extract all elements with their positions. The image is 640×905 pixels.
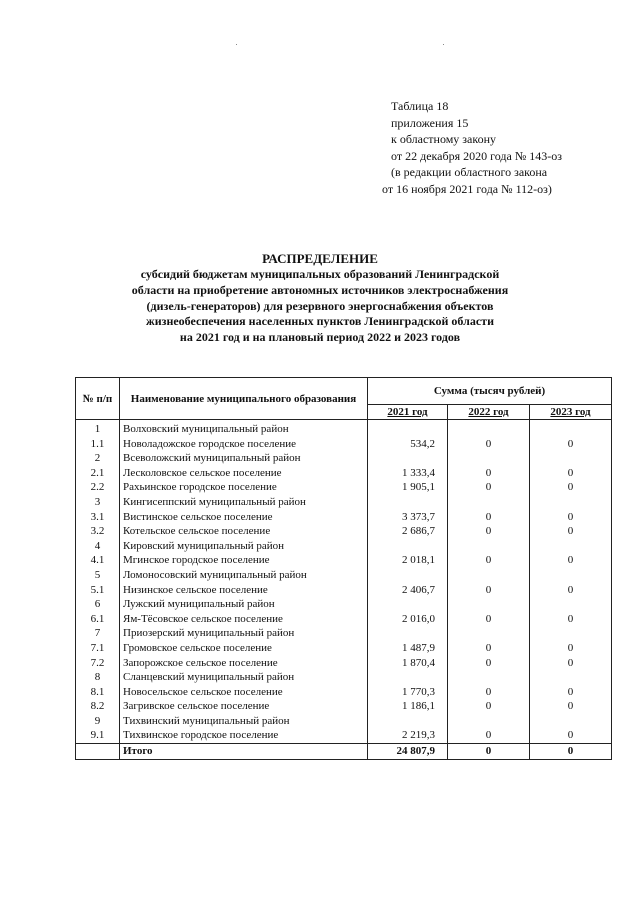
table-row bbox=[76, 626, 612, 641]
value-2023: 0 bbox=[530, 466, 612, 481]
value-2021 bbox=[368, 495, 448, 510]
row-number: 2.2 bbox=[76, 480, 120, 495]
value-2021 bbox=[368, 539, 448, 554]
value-2023 bbox=[530, 539, 612, 554]
table-row bbox=[76, 524, 612, 539]
row-number: 3 bbox=[76, 495, 120, 510]
table-row bbox=[76, 510, 612, 525]
municipality-name: Кировский муниципальный район bbox=[120, 539, 368, 554]
document-title: РАСПРЕДЕЛЕНИЕ bbox=[262, 251, 378, 266]
municipality-name: Лужский муниципальный район bbox=[120, 597, 368, 612]
value-2021: 2 406,7 bbox=[368, 583, 448, 598]
table-row bbox=[76, 597, 612, 612]
value-2021: 1 333,4 bbox=[368, 466, 448, 481]
value-2021 bbox=[368, 597, 448, 612]
value-2022 bbox=[448, 420, 530, 437]
header-number: № п/п bbox=[76, 378, 120, 420]
municipality-name: Кингисеппский муниципальный район bbox=[120, 495, 368, 510]
value-2021 bbox=[368, 670, 448, 685]
row-number: 1 bbox=[76, 420, 120, 437]
row-number: 5.1 bbox=[76, 583, 120, 598]
value-2023: 0 bbox=[530, 583, 612, 598]
appendix-line: к областному закону bbox=[391, 132, 497, 147]
municipality-name: Мгинское городское поселение bbox=[120, 553, 368, 568]
total-row bbox=[76, 744, 612, 760]
municipality-name: Всеволожский муниципальный район bbox=[120, 451, 368, 466]
value-2021: 1 905,1 bbox=[368, 480, 448, 495]
municipality-name: Новосельское сельское поселение bbox=[120, 685, 368, 700]
municipality-name: Вистинское сельское поселение bbox=[120, 510, 368, 525]
value-2023 bbox=[530, 420, 612, 437]
document-subtitle-line: на 2021 год и на плановый период 2022 и 2023 годов bbox=[179, 330, 461, 345]
appendix-line: приложения 15 bbox=[391, 115, 469, 130]
value-2021: 3 373,7 bbox=[368, 510, 448, 525]
value-2023 bbox=[530, 714, 612, 729]
row-number: 2 bbox=[76, 451, 120, 466]
scan-speck bbox=[236, 44, 237, 45]
total-number-cell bbox=[76, 744, 120, 760]
total-2023: 0 bbox=[530, 744, 612, 760]
value-2023: 0 bbox=[530, 699, 612, 714]
header-sum: Сумма (тысяч рублей) bbox=[368, 378, 612, 405]
table-row bbox=[76, 420, 612, 437]
municipality-name: Ломоносовский муниципальный район bbox=[120, 568, 368, 583]
value-2023: 0 bbox=[530, 656, 612, 671]
table-row bbox=[76, 670, 612, 685]
table-row bbox=[76, 656, 612, 671]
value-2023 bbox=[530, 670, 612, 685]
row-number: 7.1 bbox=[76, 641, 120, 656]
row-number: 2.1 bbox=[76, 466, 120, 481]
value-2023: 0 bbox=[530, 510, 612, 525]
table-row bbox=[76, 437, 612, 452]
row-number: 1.1 bbox=[76, 437, 120, 452]
municipality-name: Низинское сельское поселение bbox=[120, 583, 368, 598]
header-municipality: Наименование муниципального образования bbox=[120, 378, 368, 420]
appendix-line: (в редакции областного закона bbox=[391, 165, 548, 180]
row-number: 8.2 bbox=[76, 699, 120, 714]
municipality-name: Приозерский муниципальный район bbox=[120, 626, 368, 641]
municipality-name: Тихвинское городское поселение bbox=[120, 728, 368, 743]
value-2023 bbox=[530, 568, 612, 583]
municipality-name: Лесколовское сельское поселение bbox=[120, 466, 368, 481]
value-2023 bbox=[530, 451, 612, 466]
row-number: 3.1 bbox=[76, 510, 120, 525]
value-2023 bbox=[530, 495, 612, 510]
value-2022 bbox=[448, 495, 530, 510]
municipality-name: Тихвинский муниципальный район bbox=[120, 714, 368, 729]
value-2023: 0 bbox=[530, 641, 612, 656]
value-2022 bbox=[448, 597, 530, 612]
table-row bbox=[76, 466, 612, 481]
total-label: Итого bbox=[120, 744, 368, 760]
document-heading bbox=[0, 251, 640, 346]
value-2023: 0 bbox=[530, 480, 612, 495]
value-2022: 0 bbox=[448, 466, 530, 481]
value-2023: 0 bbox=[530, 685, 612, 700]
municipality-name: Громовское сельское поселение bbox=[120, 641, 368, 656]
value-2022: 0 bbox=[448, 480, 530, 495]
table-row bbox=[76, 612, 612, 627]
value-2022 bbox=[448, 451, 530, 466]
municipality-name: Котельское сельское поселение bbox=[120, 524, 368, 539]
value-2021 bbox=[368, 420, 448, 437]
row-number: 9 bbox=[76, 714, 120, 729]
value-2021: 2 686,7 bbox=[368, 524, 448, 539]
value-2022 bbox=[448, 714, 530, 729]
table-row bbox=[76, 714, 612, 729]
document-subtitle-line: области на приобретение автономных источников электроснабжения bbox=[131, 282, 509, 297]
table-row bbox=[76, 495, 612, 510]
value-2021 bbox=[368, 451, 448, 466]
table-row bbox=[76, 539, 612, 554]
value-2022: 0 bbox=[448, 641, 530, 656]
row-number: 5 bbox=[76, 568, 120, 583]
table-row bbox=[76, 641, 612, 656]
row-number: 8.1 bbox=[76, 685, 120, 700]
header-year-2021: 2021 год bbox=[368, 405, 448, 420]
header-year-2022: 2022 год bbox=[448, 405, 530, 420]
row-number: 8 bbox=[76, 670, 120, 685]
value-2022: 0 bbox=[448, 553, 530, 568]
value-2021: 2 018,1 bbox=[368, 553, 448, 568]
header-year-2023: 2023 год bbox=[530, 405, 612, 420]
value-2022: 0 bbox=[448, 685, 530, 700]
document-subtitle-line: (дизель-генераторов) для резервного энергоснабжения объектов bbox=[146, 298, 494, 313]
municipality-name: Сланцевский муниципальный район bbox=[120, 670, 368, 685]
value-2022: 0 bbox=[448, 656, 530, 671]
value-2021 bbox=[368, 626, 448, 641]
document-subtitle-line: субсидий бюджетам муниципальных образований Ленинградской bbox=[140, 267, 500, 281]
total-2021: 24 807,9 bbox=[368, 744, 448, 760]
appendix-line: от 16 ноября 2021 года № 112-оз) bbox=[382, 181, 552, 196]
total-2022: 0 bbox=[448, 744, 530, 760]
document-subtitle-line: жизнеобеспечения населенных пунктов Ленинградской области bbox=[146, 314, 494, 329]
municipality-name: Новоладожское городское поселение bbox=[120, 437, 368, 452]
value-2021: 534,2 bbox=[368, 437, 448, 452]
value-2023: 0 bbox=[530, 612, 612, 627]
table-row bbox=[76, 480, 612, 495]
value-2022: 0 bbox=[448, 583, 530, 598]
value-2021: 1 770,3 bbox=[368, 685, 448, 700]
value-2022: 0 bbox=[448, 728, 530, 743]
row-number: 7 bbox=[76, 626, 120, 641]
municipality-name: Загривское сельское поселение bbox=[120, 699, 368, 714]
value-2021: 2 016,0 bbox=[368, 612, 448, 627]
value-2023 bbox=[530, 626, 612, 641]
value-2021 bbox=[368, 568, 448, 583]
value-2022 bbox=[448, 670, 530, 685]
table-row bbox=[76, 685, 612, 700]
table-row bbox=[76, 699, 612, 714]
table-row bbox=[76, 451, 612, 466]
table-row bbox=[76, 728, 612, 743]
row-number: 9.1 bbox=[76, 728, 120, 743]
municipality-name: Рахьинское городское поселение bbox=[120, 480, 368, 495]
appendix-line: Таблица 18 bbox=[391, 99, 449, 113]
value-2021: 2 219,3 bbox=[368, 728, 448, 743]
value-2021: 1 487,9 bbox=[368, 641, 448, 656]
table-row bbox=[76, 583, 612, 598]
scan-speck bbox=[443, 44, 444, 45]
value-2022: 0 bbox=[448, 524, 530, 539]
row-number: 3.2 bbox=[76, 524, 120, 539]
subsidy-table bbox=[75, 377, 612, 760]
table-row bbox=[76, 568, 612, 583]
value-2023: 0 bbox=[530, 728, 612, 743]
appendix-reference bbox=[382, 98, 563, 198]
municipality-name: Волховский муниципальный район bbox=[120, 420, 368, 437]
value-2022: 0 bbox=[448, 510, 530, 525]
value-2022: 0 bbox=[448, 612, 530, 627]
row-number: 4.1 bbox=[76, 553, 120, 568]
value-2022 bbox=[448, 568, 530, 583]
row-number: 7.2 bbox=[76, 656, 120, 671]
value-2023: 0 bbox=[530, 553, 612, 568]
municipality-name: Ям-Тёсовское сельское поселение bbox=[120, 612, 368, 627]
value-2023 bbox=[530, 597, 612, 612]
value-2021: 1 870,4 bbox=[368, 656, 448, 671]
value-2023: 0 bbox=[530, 524, 612, 539]
value-2021 bbox=[368, 714, 448, 729]
table-row bbox=[76, 553, 612, 568]
municipality-name: Запорожское сельское поселение bbox=[120, 656, 368, 671]
value-2021: 1 186,1 bbox=[368, 699, 448, 714]
value-2023: 0 bbox=[530, 437, 612, 452]
row-number: 4 bbox=[76, 539, 120, 554]
value-2022 bbox=[448, 539, 530, 554]
value-2022: 0 bbox=[448, 699, 530, 714]
value-2022 bbox=[448, 626, 530, 641]
appendix-line: от 22 декабря 2020 года № 143-оз bbox=[391, 148, 563, 163]
row-number: 6 bbox=[76, 597, 120, 612]
row-number: 6.1 bbox=[76, 612, 120, 627]
value-2022: 0 bbox=[448, 437, 530, 452]
table-body bbox=[76, 420, 612, 760]
